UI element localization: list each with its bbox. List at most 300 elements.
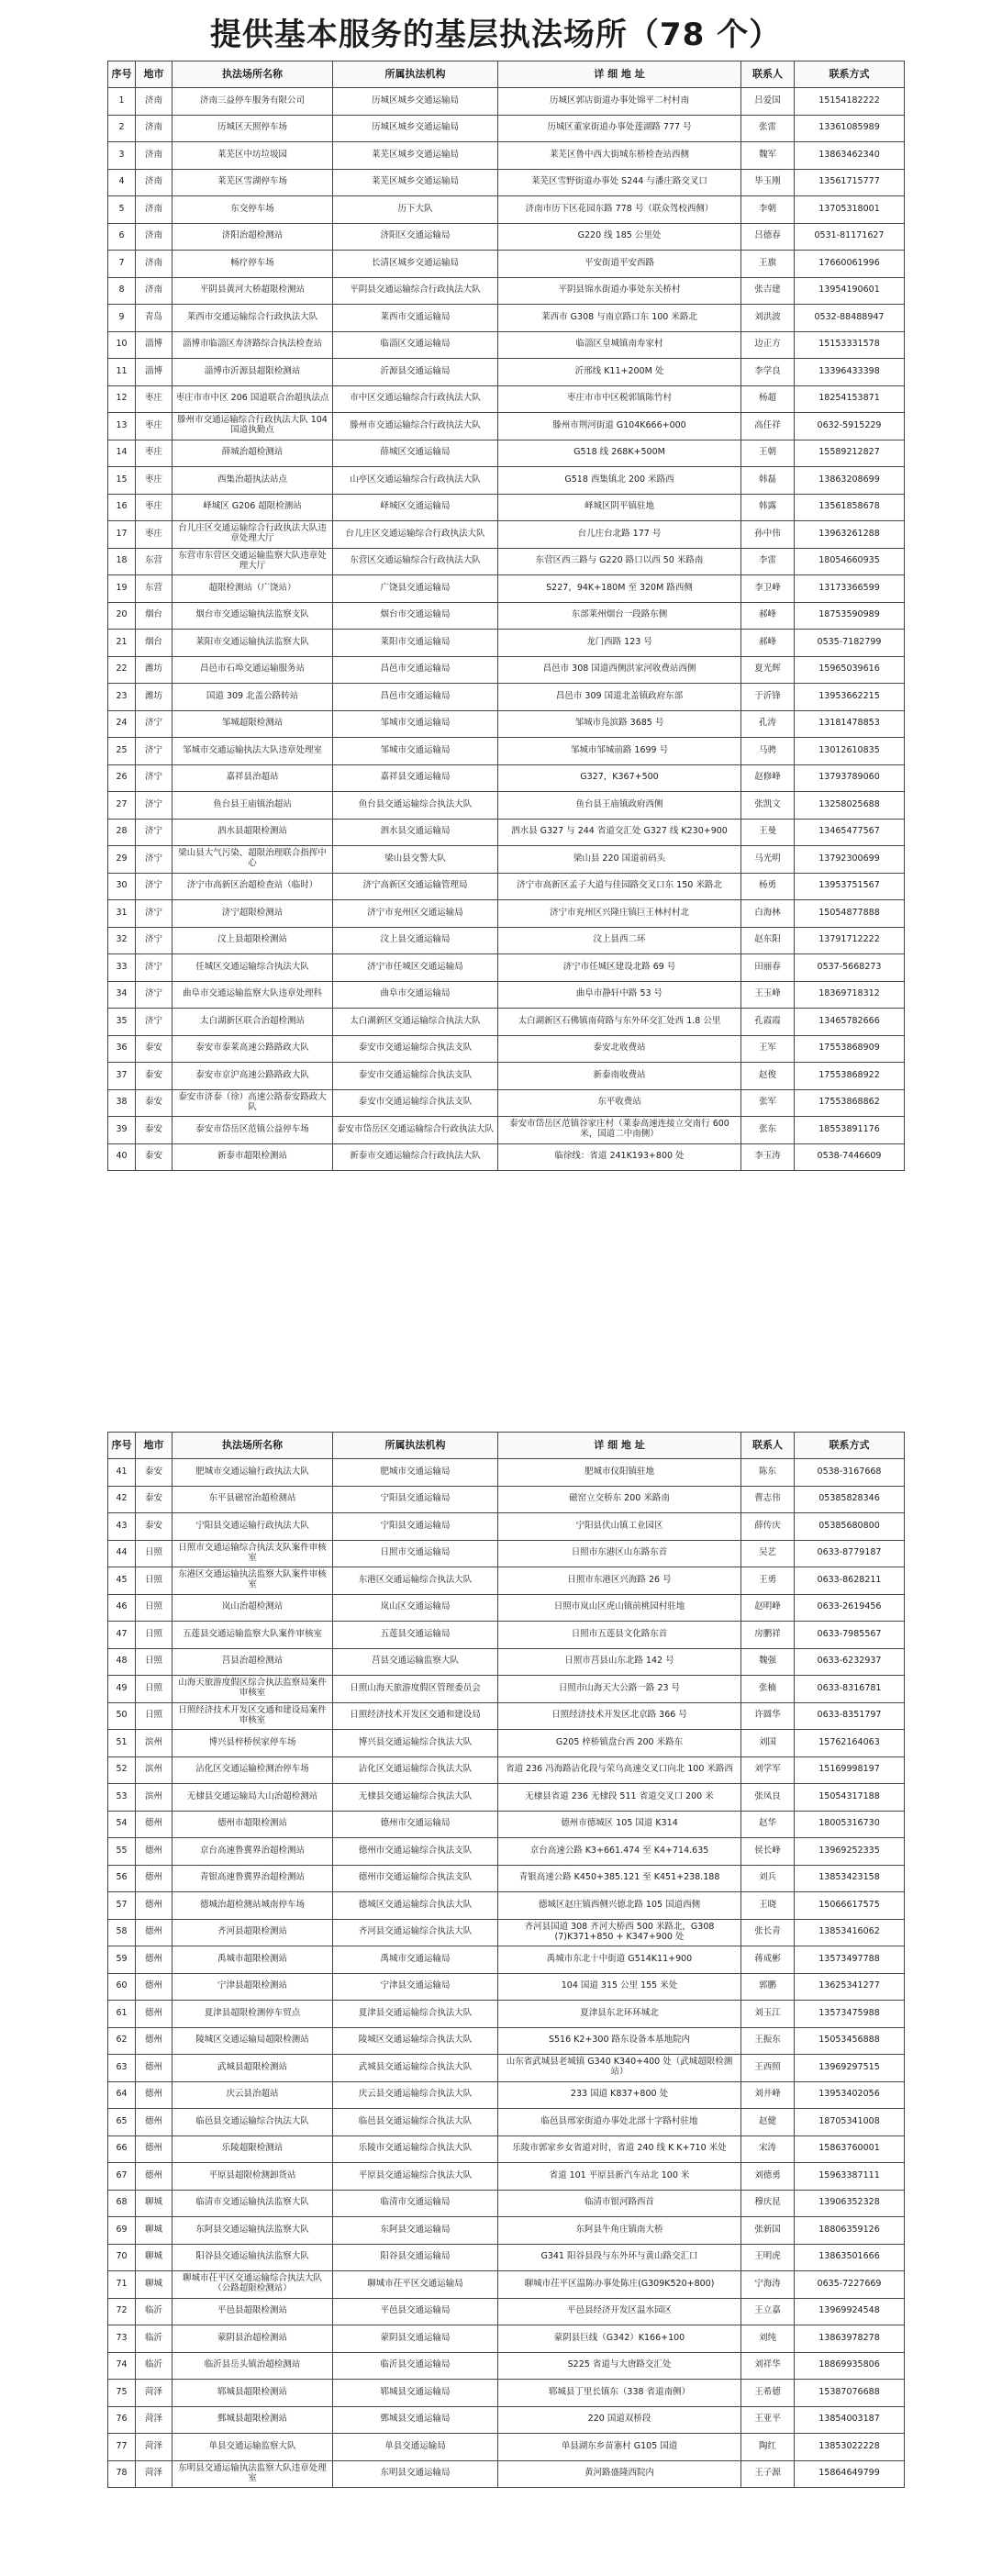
cell-seq: 75	[108, 2380, 136, 2407]
cell-site-name: 烟台市交通运输执法监察支队	[173, 602, 333, 630]
cell-city: 济宁	[136, 792, 173, 820]
table-row	[108, 2217, 905, 2245]
table-row	[108, 2380, 905, 2407]
cell-seq: 15	[108, 467, 136, 495]
cell-site-name: 平阴县黄河大桥超限检测站	[173, 277, 333, 305]
table-row	[108, 88, 905, 116]
cell-address: 肥城市仪阳镇驻地	[498, 1459, 741, 1487]
cell-contact: 韩露	[741, 494, 795, 521]
cell-site-name: 畅疗停车场	[173, 251, 333, 278]
cell-contact: 白海林	[741, 900, 795, 928]
cell-contact: 刘德勇	[741, 2163, 795, 2191]
cell-agency: 无棣县交通运输综合执法大队	[333, 1784, 498, 1812]
cell-contact: 王西照	[741, 2055, 795, 2082]
cell-city: 菏泽	[136, 2380, 173, 2407]
cell-agency: 平阴县交通运输综合行政执法大队	[333, 277, 498, 305]
cell-agency: 鱼台县交通运输综合执法大队	[333, 792, 498, 820]
cell-address: 220 国道双桥段	[498, 2406, 741, 2434]
cell-seq: 24	[108, 710, 136, 738]
cell-city: 菏泽	[136, 2406, 173, 2434]
cell-site-name: 蒙阴县治超检测站	[173, 2325, 333, 2353]
cell-contact: 赵修峰	[741, 764, 795, 792]
col-header-city: 地市	[136, 61, 173, 88]
cell-address: 平邑县经济开发区温水园区	[498, 2298, 741, 2325]
cell-seq: 58	[108, 1919, 136, 1946]
cell-seq: 68	[108, 2190, 136, 2217]
cell-seq: 18	[108, 548, 136, 575]
table-row	[108, 1035, 905, 1063]
cell-contact: 吕爱国	[741, 88, 795, 116]
cell-site-name: 莱阳市交通运输执法监察大队	[173, 630, 333, 657]
cell-phone: 13953751567	[795, 873, 905, 900]
cell-address: 东营区西三路与 G220 路口以西 50 米路南	[498, 548, 741, 575]
cell-address: 泰安北收费站	[498, 1035, 741, 1063]
table-row	[108, 494, 905, 521]
cell-phone: 13396433398	[795, 359, 905, 386]
table-row	[108, 2271, 905, 2299]
cell-address: 夏津县东北环环城北	[498, 2001, 741, 2028]
table-row	[108, 115, 905, 142]
cell-contact: 马骋	[741, 738, 795, 765]
table-row	[108, 656, 905, 684]
cell-city: 日照	[136, 1702, 173, 1730]
table-row	[108, 2109, 905, 2136]
cell-address: 台儿庄台北路 177 号	[498, 521, 741, 549]
cell-city: 德州	[136, 1973, 173, 2001]
cell-address: 宁阳县伏山镇工业园区	[498, 1513, 741, 1541]
cell-site-name: 济宁超限检测站	[173, 900, 333, 928]
cell-seq: 25	[108, 738, 136, 765]
cell-agency: 岚山区交通运输局	[333, 1594, 498, 1622]
table-row	[108, 521, 905, 549]
table-row	[108, 1892, 905, 1920]
cell-agency: 昌邑市交通运输局	[333, 684, 498, 711]
cell-address: 齐河县国道 308 齐河大桥西 500 米路北，G308 (7)K371+850 + K347+900 处	[498, 1919, 741, 1946]
table-row	[108, 359, 905, 386]
cell-site-name: 东明县交通运输执法监察大队违章处理室	[173, 2460, 333, 2488]
table-row	[108, 2460, 905, 2488]
cell-contact: 刘祥华	[741, 2352, 795, 2380]
cell-site-name: 淄博市临淄区寿济路综合执法检查站	[173, 331, 333, 359]
table-row	[108, 1513, 905, 1541]
cell-address: G205 梓桥镇盘台西 200 米路东	[498, 1730, 741, 1757]
table-header-row	[108, 61, 905, 88]
cell-address: 日照经济技术开发区北京路 366 号	[498, 1702, 741, 1730]
cell-phone: 15863760001	[795, 2136, 905, 2163]
cell-seq: 37	[108, 1063, 136, 1090]
cell-agency: 东阿县交通运输局	[333, 2217, 498, 2245]
cell-phone: 13012610835	[795, 738, 905, 765]
cell-address: 黄河路盛隆西院内	[498, 2460, 741, 2488]
cell-agency: 历城区城乡交通运输局	[333, 88, 498, 116]
cell-site-name: 超限检测站（广饶站）	[173, 575, 333, 603]
cell-agency: 泰安市交通运输综合执法支队	[333, 1063, 498, 1090]
cell-seq: 74	[108, 2352, 136, 2380]
cell-contact: 陶红	[741, 2434, 795, 2461]
cell-agency: 庆云县交通运输综合执法大队	[333, 2081, 498, 2109]
cell-agency: 临清市交通运输局	[333, 2190, 498, 2217]
cell-city: 日照	[136, 1676, 173, 1703]
cell-site-name: 历城区天照停车场	[173, 115, 333, 142]
cell-address: 莱西市 G308 与南京路口东 100 米路北	[498, 305, 741, 332]
cell-city: 济南	[136, 223, 173, 251]
cell-contact: 赵东阳	[741, 927, 795, 954]
cell-address: 昌邑市 308 国道西侧洪家河收费站西侧	[498, 656, 741, 684]
cell-contact: 郝峰	[741, 630, 795, 657]
table-row	[108, 981, 905, 1009]
cell-address: 东部莱州烟台一段路东侧	[498, 602, 741, 630]
cell-phone: 0535-7182799	[795, 630, 905, 657]
cell-contact: 王立嘉	[741, 2298, 795, 2325]
cell-seq: 30	[108, 873, 136, 900]
cell-agency: 市中区交通运输综合行政执法大队	[333, 385, 498, 413]
cell-address: 济宁市高新区孟子大道与佳园路交叉口东 150 米路北	[498, 873, 741, 900]
cell-site-name: 日照市交通运输综合执法支队案件审核室	[173, 1540, 333, 1567]
cell-address: 德州市德城区 105 国道 K314	[498, 1811, 741, 1838]
cell-agency: 鄄城县交通运输局	[333, 2406, 498, 2434]
cell-city: 济宁	[136, 846, 173, 874]
cell-contact: 王振东	[741, 2027, 795, 2055]
cell-seq: 6	[108, 223, 136, 251]
cell-site-name: 汶上县超限检测站	[173, 927, 333, 954]
cell-contact: 王亚平	[741, 2406, 795, 2434]
cell-contact: 刘纯	[741, 2325, 795, 2353]
cell-city: 德州	[136, 2163, 173, 2191]
cell-contact: 李朝	[741, 196, 795, 224]
col-header-phone: 联系方式	[795, 61, 905, 88]
table-row	[108, 1063, 905, 1090]
cell-contact: 王子源	[741, 2460, 795, 2488]
cell-city: 济宁	[136, 900, 173, 928]
table-row	[108, 467, 905, 495]
col-header-city: 地市	[136, 1433, 173, 1459]
cell-address: 山东省武城县老城镇 G340 K340+400 处（武城超限检测站）	[498, 2055, 741, 2082]
cell-contact: 韩磊	[741, 467, 795, 495]
cell-address: 104 国道 315 公里 155 米处	[498, 1973, 741, 2001]
table-row	[108, 1702, 905, 1730]
cell-contact: 赵华	[741, 1811, 795, 1838]
cell-site-name: 太白湖新区联合治超检测站	[173, 1009, 333, 1036]
cell-agency: 宁津县交通运输局	[333, 1973, 498, 2001]
table-row	[108, 2352, 905, 2380]
col-header-address: 详 细 地 址	[498, 61, 741, 88]
cell-address: 枣庄市市中区税郭镇陈竹村	[498, 385, 741, 413]
table-row	[108, 1973, 905, 2001]
table-row	[108, 1143, 905, 1171]
cell-phone: 18869935806	[795, 2352, 905, 2380]
cell-agency: 泗水县交通运输局	[333, 819, 498, 846]
cell-seq: 23	[108, 684, 136, 711]
cell-address: 历城区郭店街道办事处锦平二村村南	[498, 88, 741, 116]
table-row	[108, 1486, 905, 1513]
cell-contact: 魏强	[741, 1648, 795, 1676]
cell-city: 德州	[136, 1919, 173, 1946]
cell-city: 潍坊	[136, 684, 173, 711]
cell-address: 磁窑立交桥东 200 米路南	[498, 1486, 741, 1513]
cell-phone: 15963387111	[795, 2163, 905, 2191]
cell-seq: 29	[108, 846, 136, 874]
cell-contact: 陈东	[741, 1459, 795, 1487]
cell-address: 日照市东港区兴海路 26 号	[498, 1567, 741, 1595]
cell-seq: 65	[108, 2109, 136, 2136]
cell-agency: 历下大队	[333, 196, 498, 224]
cell-address: 郓城县丁里长镇东（338 省道南侧）	[498, 2380, 741, 2407]
cell-agency: 临沂县交通运输局	[333, 2352, 498, 2380]
cell-contact: 夏光辉	[741, 656, 795, 684]
cell-phone: 17553868862	[795, 1089, 905, 1117]
cell-seq: 62	[108, 2027, 136, 2055]
cell-phone: 0633-6232937	[795, 1648, 905, 1676]
cell-agency: 日照山海天旅游度假区管理委员会	[333, 1676, 498, 1703]
cell-agency: 邹城市交通运输局	[333, 710, 498, 738]
cell-agency: 泰安市交通运输综合执法支队	[333, 1089, 498, 1117]
cell-address: 日照市莒县山东北路 142 号	[498, 1648, 741, 1676]
cell-seq: 21	[108, 630, 136, 657]
cell-agency: 薛城区交通运输局	[333, 440, 498, 467]
cell-agency: 夏津县交通运输综合执法大队	[333, 2001, 498, 2028]
cell-agency: 日照市交通运输局	[333, 1540, 498, 1567]
cell-site-name: 东港区交通运输执法监察大队案件审核室	[173, 1567, 333, 1595]
cell-address: 日照市东港区山东路东首	[498, 1540, 741, 1567]
table-row	[108, 1540, 905, 1567]
cell-site-name: 夏津县超限检测停车贸点	[173, 2001, 333, 2028]
cell-site-name: 临邑县交通运输综合执法大队	[173, 2109, 333, 2136]
cell-address: 昌邑市 309 国道北盖镇政府东部	[498, 684, 741, 711]
cell-contact: 刘学军	[741, 1756, 795, 1784]
cell-address: 东阿县牛角庄镇南大桥	[498, 2217, 741, 2245]
cell-site-name: 京台高速鲁冀界治超检测站	[173, 1838, 333, 1866]
cell-contact: 房鹏祥	[741, 1622, 795, 1649]
cell-site-name: 德州市超限检测站	[173, 1811, 333, 1838]
cell-agency: 长清区城乡交通运输局	[333, 251, 498, 278]
cell-seq: 36	[108, 1035, 136, 1063]
cell-agency: 五莲县交通运输局	[333, 1622, 498, 1649]
cell-contact: 张吉建	[741, 277, 795, 305]
cell-agency: 济宁市任城区交通运输局	[333, 954, 498, 982]
cell-city: 枣庄	[136, 521, 173, 549]
cell-phone: 05385680800	[795, 1513, 905, 1541]
cell-agency: 济宁市兖州区交通运输局	[333, 900, 498, 928]
cell-site-name: 乐陵超限检测站	[173, 2136, 333, 2163]
cell-address: 曲阜市静轩中路 53 号	[498, 981, 741, 1009]
cell-seq: 32	[108, 927, 136, 954]
cell-phone: 0531-81171627	[795, 223, 905, 251]
cell-site-name: 新泰市超限检测站	[173, 1143, 333, 1171]
cell-seq: 48	[108, 1648, 136, 1676]
table-row	[108, 602, 905, 630]
cell-address: 德城区赵庄镇西侧兴德北路 105 国道西侧	[498, 1892, 741, 1920]
cell-agency: 莱芜区城乡交通运输局	[333, 169, 498, 196]
cell-seq: 42	[108, 1486, 136, 1513]
cell-address: 平阴县锦水街道办事处东关桥村	[498, 277, 741, 305]
cell-agency: 禹城市交通运输局	[333, 1946, 498, 1974]
table-row	[108, 2055, 905, 2082]
cell-seq: 14	[108, 440, 136, 467]
cell-phone: 13963261288	[795, 521, 905, 549]
cell-agency: 肥城市交通运输局	[333, 1459, 498, 1487]
cell-contact: 王玉峰	[741, 981, 795, 1009]
cell-phone: 18753590989	[795, 602, 905, 630]
cell-phone: 05385828346	[795, 1486, 905, 1513]
cell-site-name: 鄄城县超限检测站	[173, 2406, 333, 2434]
cell-agency: 蒙阴县交通运输局	[333, 2325, 498, 2353]
cell-address: G220 线 185 公里处	[498, 223, 741, 251]
col-header-contact: 联系人	[741, 1433, 795, 1459]
cell-agency: 日照经济技术开发区交通和建设局	[333, 1702, 498, 1730]
cell-seq: 66	[108, 2136, 136, 2163]
table-row	[108, 223, 905, 251]
cell-agency: 邹城市交通运输局	[333, 738, 498, 765]
cell-seq: 70	[108, 2244, 136, 2271]
cell-contact: 郭鹏	[741, 1973, 795, 2001]
cell-address: 单县湖东乡苗寨村 G105 国道	[498, 2434, 741, 2461]
cell-phone: 17660061996	[795, 251, 905, 278]
cell-site-name: 平邑县超限检测站	[173, 2298, 333, 2325]
cell-site-name: 莱芜区雪湖停车场	[173, 169, 333, 196]
cell-address: 日照市五莲县文化路东首	[498, 1622, 741, 1649]
table-row	[108, 196, 905, 224]
cell-city: 德州	[136, 1865, 173, 1892]
cell-seq: 50	[108, 1702, 136, 1730]
cell-city: 济南	[136, 277, 173, 305]
cell-contact: 薛传庆	[741, 1513, 795, 1541]
cell-phone: 13561858678	[795, 494, 905, 521]
cell-contact: 张东	[741, 1117, 795, 1144]
cell-phone: 13181478853	[795, 710, 905, 738]
table-row	[108, 2027, 905, 2055]
cell-contact: 赵俊	[741, 1063, 795, 1090]
cell-contact: 孔霞霞	[741, 1009, 795, 1036]
cell-site-name: 山海天旅游度假区综合执法监察局案件审核室	[173, 1676, 333, 1703]
cell-contact: 穆庆昆	[741, 2190, 795, 2217]
cell-contact: 李卫峰	[741, 575, 795, 603]
cell-contact: 吕德春	[741, 223, 795, 251]
cell-city: 德州	[136, 1892, 173, 1920]
cell-address: 日照市岚山区虎山镇前桃园村驻地	[498, 1594, 741, 1622]
table-row	[108, 1117, 905, 1144]
cell-phone: 13953662215	[795, 684, 905, 711]
table-row	[108, 630, 905, 657]
table-row	[108, 1567, 905, 1595]
cell-phone: 13705318001	[795, 196, 905, 224]
cell-address: 莱芜区鲁中西大街城东桥检查站西侧	[498, 142, 741, 170]
cell-seq: 59	[108, 1946, 136, 1974]
cell-city: 日照	[136, 1567, 173, 1595]
cell-city: 日照	[136, 1540, 173, 1567]
cell-contact: 赵健	[741, 2109, 795, 2136]
cell-city: 烟台	[136, 630, 173, 657]
cell-site-name: 禹城市超限检测站	[173, 1946, 333, 1974]
cell-site-name: 曲阜市交通运输监察大队违章处理科	[173, 981, 333, 1009]
cell-agency: 临邑县交通运输综合执法大队	[333, 2109, 498, 2136]
cell-site-name: 济宁市高新区治超检查站（临时）	[173, 873, 333, 900]
cell-seq: 51	[108, 1730, 136, 1757]
cell-address: S227，94K+180M 至 320M 路西侧	[498, 575, 741, 603]
table-row	[108, 927, 905, 954]
cell-city: 泰安	[136, 1063, 173, 1090]
cell-phone: 15054317188	[795, 1784, 905, 1812]
cell-agency: 烟台市交通运输局	[333, 602, 498, 630]
cell-phone: 13863501666	[795, 2244, 905, 2271]
table-row	[108, 1089, 905, 1117]
cell-city: 济南	[136, 169, 173, 196]
cell-address: 平安街道平安西路	[498, 251, 741, 278]
cell-address: 邹城市邹城前路 1699 号	[498, 738, 741, 765]
cell-seq: 27	[108, 792, 136, 820]
cell-agency: 济阳区交通运输局	[333, 223, 498, 251]
table-row	[108, 1838, 905, 1866]
cell-agency: 单县交通运输局	[333, 2434, 498, 2461]
col-header-phone: 联系方式	[795, 1433, 905, 1459]
cell-contact: 孔涛	[741, 710, 795, 738]
cell-contact: 孙中伟	[741, 521, 795, 549]
cell-contact: 李雷	[741, 548, 795, 575]
cell-agency: 德州市交通运输局	[333, 1811, 498, 1838]
cell-site-name: 郓城县超限检测站	[173, 2380, 333, 2407]
cell-phone: 13969297515	[795, 2055, 905, 2082]
cell-city: 济南	[136, 251, 173, 278]
cell-contact: 郝峰	[741, 602, 795, 630]
cell-contact: 张长青	[741, 1919, 795, 1946]
table-row	[108, 846, 905, 874]
cell-site-name: 日照经济技术开发区交通和建设局案件审核室	[173, 1702, 333, 1730]
cell-address: 聊城市茌平区温陈办事处陈庄(G309K520+800)	[498, 2271, 741, 2299]
table-page-2	[107, 1432, 905, 2488]
col-header-site: 执法场所名称	[173, 61, 333, 88]
cell-city: 聊城	[136, 2190, 173, 2217]
cell-seq: 39	[108, 1117, 136, 1144]
col-header-site: 执法场所名称	[173, 1433, 333, 1459]
cell-address: 鱼台县王庙镇政府西侧	[498, 792, 741, 820]
table-row	[108, 1919, 905, 1946]
cell-agency: 平原县交通运输综合执法大队	[333, 2163, 498, 2191]
cell-site-name: 滕州市交通运输综合行政执法大队 104 国道执勤点	[173, 413, 333, 440]
cell-site-name: 泰安市泰莱高速公路路政大队	[173, 1035, 333, 1063]
cell-city: 聊城	[136, 2244, 173, 2271]
cell-site-name: 鱼台县王庙镇治超站	[173, 792, 333, 820]
cell-site-name: 东平县磁窑治超检测站	[173, 1486, 333, 1513]
cell-phone: 18705341008	[795, 2109, 905, 2136]
cell-seq: 57	[108, 1892, 136, 1920]
table-header-row	[108, 1433, 905, 1459]
col-header-seq: 序号	[108, 61, 136, 88]
cell-address: 龙门西路 123 号	[498, 630, 741, 657]
cell-site-name: 聊城市茌平区交通运输综合执法大队（公路超限检测站）	[173, 2271, 333, 2299]
cell-seq: 13	[108, 413, 136, 440]
cell-city: 德州	[136, 2136, 173, 2163]
cell-city: 德州	[136, 2055, 173, 2082]
cell-contact: 张楠	[741, 1676, 795, 1703]
cell-phone: 15762164063	[795, 1730, 905, 1757]
cell-site-name: 东阿县交通运输执法监察大队	[173, 2217, 333, 2245]
cell-city: 济宁	[136, 764, 173, 792]
table-row	[108, 2298, 905, 2325]
cell-city: 济宁	[136, 1009, 173, 1036]
cell-seq: 28	[108, 819, 136, 846]
cell-contact: 张雷	[741, 115, 795, 142]
cell-agency: 德州市交通运输综合执法支队	[333, 1838, 498, 1866]
cell-contact: 王明虎	[741, 2244, 795, 2271]
cell-address: 日照市山海天大公路一路 23 号	[498, 1676, 741, 1703]
table-row	[108, 305, 905, 332]
cell-phone: 18553891176	[795, 1117, 905, 1144]
cell-seq: 8	[108, 277, 136, 305]
cell-city: 济南	[136, 115, 173, 142]
cell-contact: 王军	[741, 1035, 795, 1063]
cell-address: S516 K2+300 路东设备本基地院内	[498, 2027, 741, 2055]
cell-city: 枣庄	[136, 494, 173, 521]
cell-address: 东平收费站	[498, 1089, 741, 1117]
